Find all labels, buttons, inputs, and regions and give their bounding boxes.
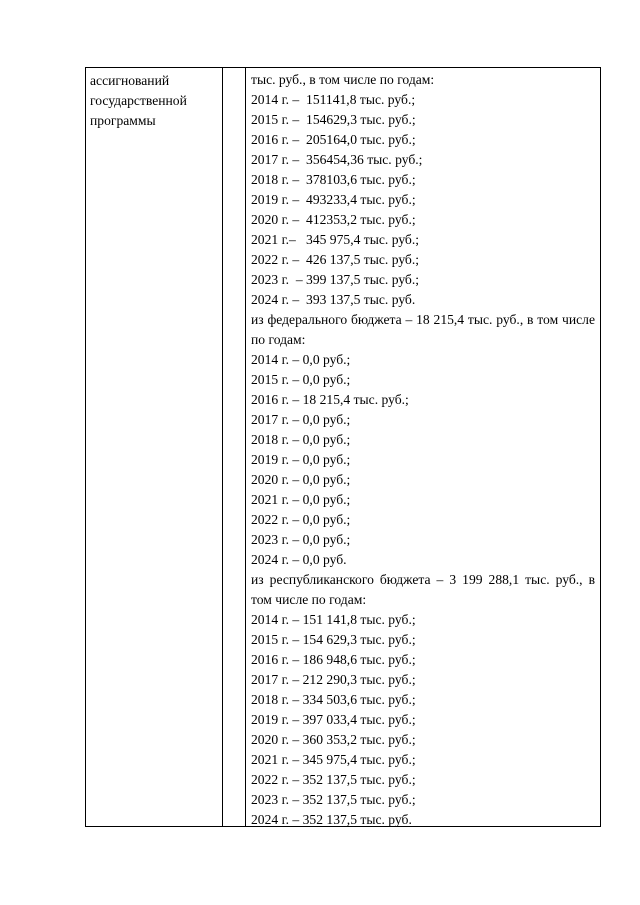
funding-table xyxy=(85,67,601,827)
republican-year-line: 2023 г. – 352 137,5 тыс. руб.; xyxy=(251,792,416,807)
republican-year-line: 2021 г. – 345 975,4 тыс. руб.; xyxy=(251,752,416,767)
total-year-line: 2020 г. – 412353,2 тыс. руб.; xyxy=(251,212,416,227)
total-intro: тыс. руб., в том числе по годам: xyxy=(251,72,435,87)
federal-year-line: 2017 г. – 0,0 руб.; xyxy=(251,412,351,427)
federal-year-line: 2020 г. – 0,0 руб.; xyxy=(251,472,351,487)
label-line: государственной xyxy=(90,93,187,108)
label-cell xyxy=(86,68,223,826)
label-line: программы xyxy=(90,113,156,128)
federal-year-line: 2023 г. – 0,0 руб.; xyxy=(251,532,351,547)
republican-year-line: 2016 г. – 186 948,6 тыс. руб.; xyxy=(251,652,416,667)
republican-intro: из республиканского бюджета – 3 199 288,1 тыс. руб., в том числе по годам: xyxy=(251,572,595,607)
total-year-line: 2017 г. – 356454,36 тыс. руб.; xyxy=(251,152,423,167)
federal-year-line: 2021 г. – 0,0 руб.; xyxy=(251,492,351,507)
federal-year-line: 2018 г. – 0,0 руб.; xyxy=(251,432,351,447)
total-year-line: 2024 г. – 393 137,5 тыс. руб. xyxy=(251,292,416,307)
republican-year-line: 2018 г. – 334 503,6 тыс. руб.; xyxy=(251,692,416,707)
federal-intro: из федерального бюджета – 18 215,4 тыс. руб., в том числе по годам: xyxy=(251,312,595,347)
content-cell xyxy=(246,68,600,826)
federal-year-line: 2014 г. – 0,0 руб.; xyxy=(251,352,351,367)
republican-year-line: 2022 г. – 352 137,5 тыс. руб.; xyxy=(251,772,416,787)
federal-year-line: 2016 г. – 18 215,4 тыс. руб.; xyxy=(251,392,409,407)
total-year-line: 2019 г. – 493233,4 тыс. руб.; xyxy=(251,192,416,207)
total-year-line: 2014 г. – 151141,8 тыс. руб.; xyxy=(251,92,416,107)
republican-year-line: 2020 г. – 360 353,2 тыс. руб.; xyxy=(251,732,416,747)
separator-cell xyxy=(223,68,246,826)
republican-year-line: 2024 г. – 352 137,5 тыс. руб. xyxy=(251,812,412,827)
federal-year-line: 2024 г. – 0,0 руб. xyxy=(251,552,347,567)
label-line: ассигнований xyxy=(90,73,170,88)
total-year-line: 2018 г. – 378103,6 тыс. руб.; xyxy=(251,172,416,187)
total-year-line: 2015 г. – 154629,3 тыс. руб.; xyxy=(251,112,416,127)
republican-year-line: 2017 г. – 212 290,3 тыс. руб.; xyxy=(251,672,416,687)
republican-year-line: 2015 г. – 154 629,3 тыс. руб.; xyxy=(251,632,416,647)
republican-year-line: 2014 г. – 151 141,8 тыс. руб.; xyxy=(251,612,416,627)
total-year-line: 2023 г. – 399 137,5 тыс. руб.; xyxy=(251,272,420,287)
total-year-line: 2021 г.– 345 975,4 тыс. руб.; xyxy=(251,232,420,247)
federal-year-line: 2015 г. – 0,0 руб.; xyxy=(251,372,351,387)
total-year-line: 2022 г. – 426 137,5 тыс. руб.; xyxy=(251,252,420,267)
republican-year-line: 2019 г. – 397 033,4 тыс. руб.; xyxy=(251,712,416,727)
total-year-line: 2016 г. – 205164,0 тыс. руб.; xyxy=(251,132,416,147)
federal-year-line: 2019 г. – 0,0 руб.; xyxy=(251,452,351,467)
federal-year-line: 2022 г. – 0,0 руб.; xyxy=(251,512,351,527)
